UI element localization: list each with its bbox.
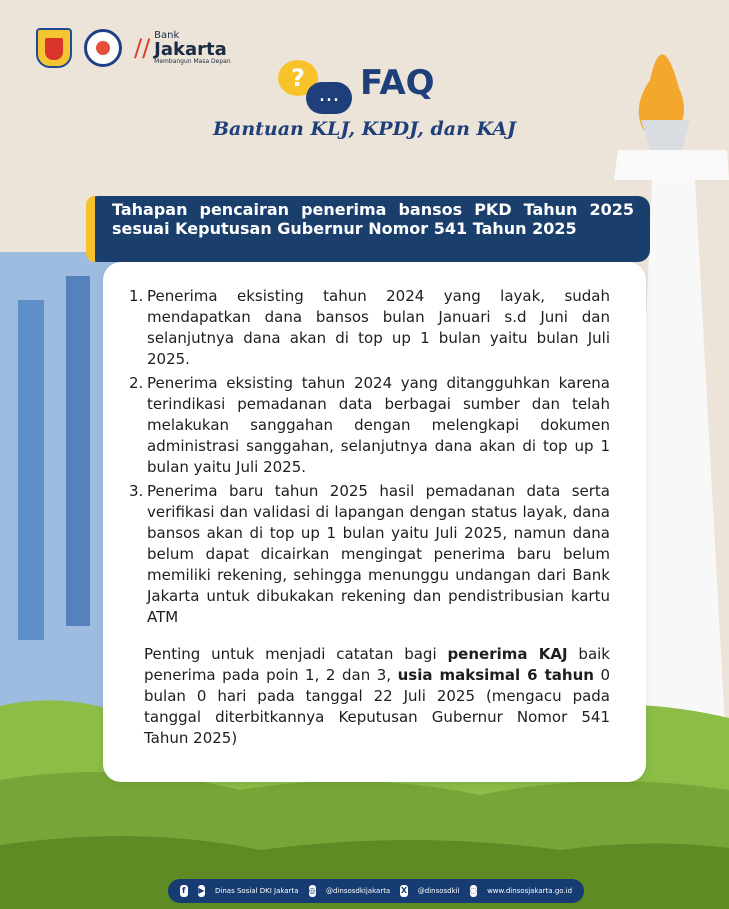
note-text-e: 0 bulan 0 hari pada tanggal 22 Juli 2025 (mengacu pada tanggal diterbitkannya Keputusan Gubernur Nomor 541 Tahun 2025) [144, 666, 611, 747]
stage-number: 2. [129, 374, 144, 392]
bank-name: Jakarta [154, 39, 227, 60]
footer-x[interactable]: @dinsosdkil [417, 887, 460, 895]
card-title: Tahapan pencairan penerima bansos PKD Tahun 2025 sesuai Keputusan Gubernur Nomor 541 Tahun 2025 [86, 196, 650, 262]
bank-tagline: Membangun Masa Depan [154, 58, 231, 65]
partner-logos [36, 28, 231, 68]
note-text-c: baik penerima pada poin 1, 2 dan 3, [144, 645, 610, 684]
note-highlight-recipient: penerima KAJ [447, 645, 568, 663]
stage-list [129, 286, 610, 628]
stage-text: Penerima baru tahun 2025 hasil pemadanan data serta verifikasi dan validasi di lapangan dengan status layak, dana bansos akan di top up 1 bulan yaitu Juli 2025, namun dana belum dapat dicairkan mengingat penerima baru belum memiliki rekening, sehingga menunggu undangan dari Bank Jakarta untuk dibukakan rekening dan pendistribusian kartu ATM [147, 482, 610, 626]
facebook-icon[interactable]: f [180, 885, 188, 897]
globe-icon[interactable]: ◌ [469, 886, 477, 895]
stage-item [129, 481, 610, 628]
stage-number: 3. [129, 482, 144, 500]
stage-text: Penerima eksisting tahun 2024 yang layak, sudah mendapatkan dana bansos bulan Januari s.d Juni dan selanjutnya dana akan di top up 1 bulan yaitu bulan Juli 2025. [147, 287, 610, 368]
footer-website[interactable]: www.dinsosjakarta.go.id [487, 887, 573, 895]
footer-facebook-youtube[interactable]: Dinas Sosial DKI Jakarta [215, 887, 299, 895]
bank-jakarta-logo [134, 31, 231, 65]
page-subtitle: Bantuan KLJ, KPDJ, dan KAJ [212, 118, 517, 140]
stage-number: 1. [129, 287, 144, 305]
faq-title: FAQ [360, 63, 435, 103]
faq-heading [278, 58, 448, 118]
bank-label: Bank [154, 30, 180, 41]
instagram-icon[interactable]: ◎ [308, 886, 316, 895]
ellipsis-bubble-icon: ... [306, 82, 352, 114]
social-service-logo [84, 29, 122, 67]
x-icon[interactable]: X [400, 886, 408, 895]
note-text-a: Penting untuk menjadi catatan bagi [144, 645, 448, 663]
jakarta-emblem-logo [36, 28, 72, 68]
stage-item [129, 286, 610, 370]
important-note [144, 644, 610, 749]
stage-text: Penerima eksisting tahun 2024 yang ditangguhkan karena terindikasi pemadanan data berbagai sumber dan telah melakukan sanggahan dengan melengkapi dokumen administrasi sanggahan, selanjutnya dana akan di top up 1 bulan yaitu Juli 2025. [147, 374, 610, 476]
stage-item [129, 373, 610, 478]
note-highlight-age: usia maksimal 6 tahun [397, 666, 594, 684]
bank-jakarta-mark-icon: ∕∕ [134, 34, 151, 62]
monument-platform [614, 150, 729, 180]
content-card [103, 262, 646, 782]
question-bubble-icon: ? [278, 60, 318, 96]
footer-instagram[interactable]: @dinsosdkijakarta [326, 887, 391, 895]
youtube-icon[interactable]: ▶ [198, 886, 205, 895]
footer-social-bar [168, 879, 584, 903]
